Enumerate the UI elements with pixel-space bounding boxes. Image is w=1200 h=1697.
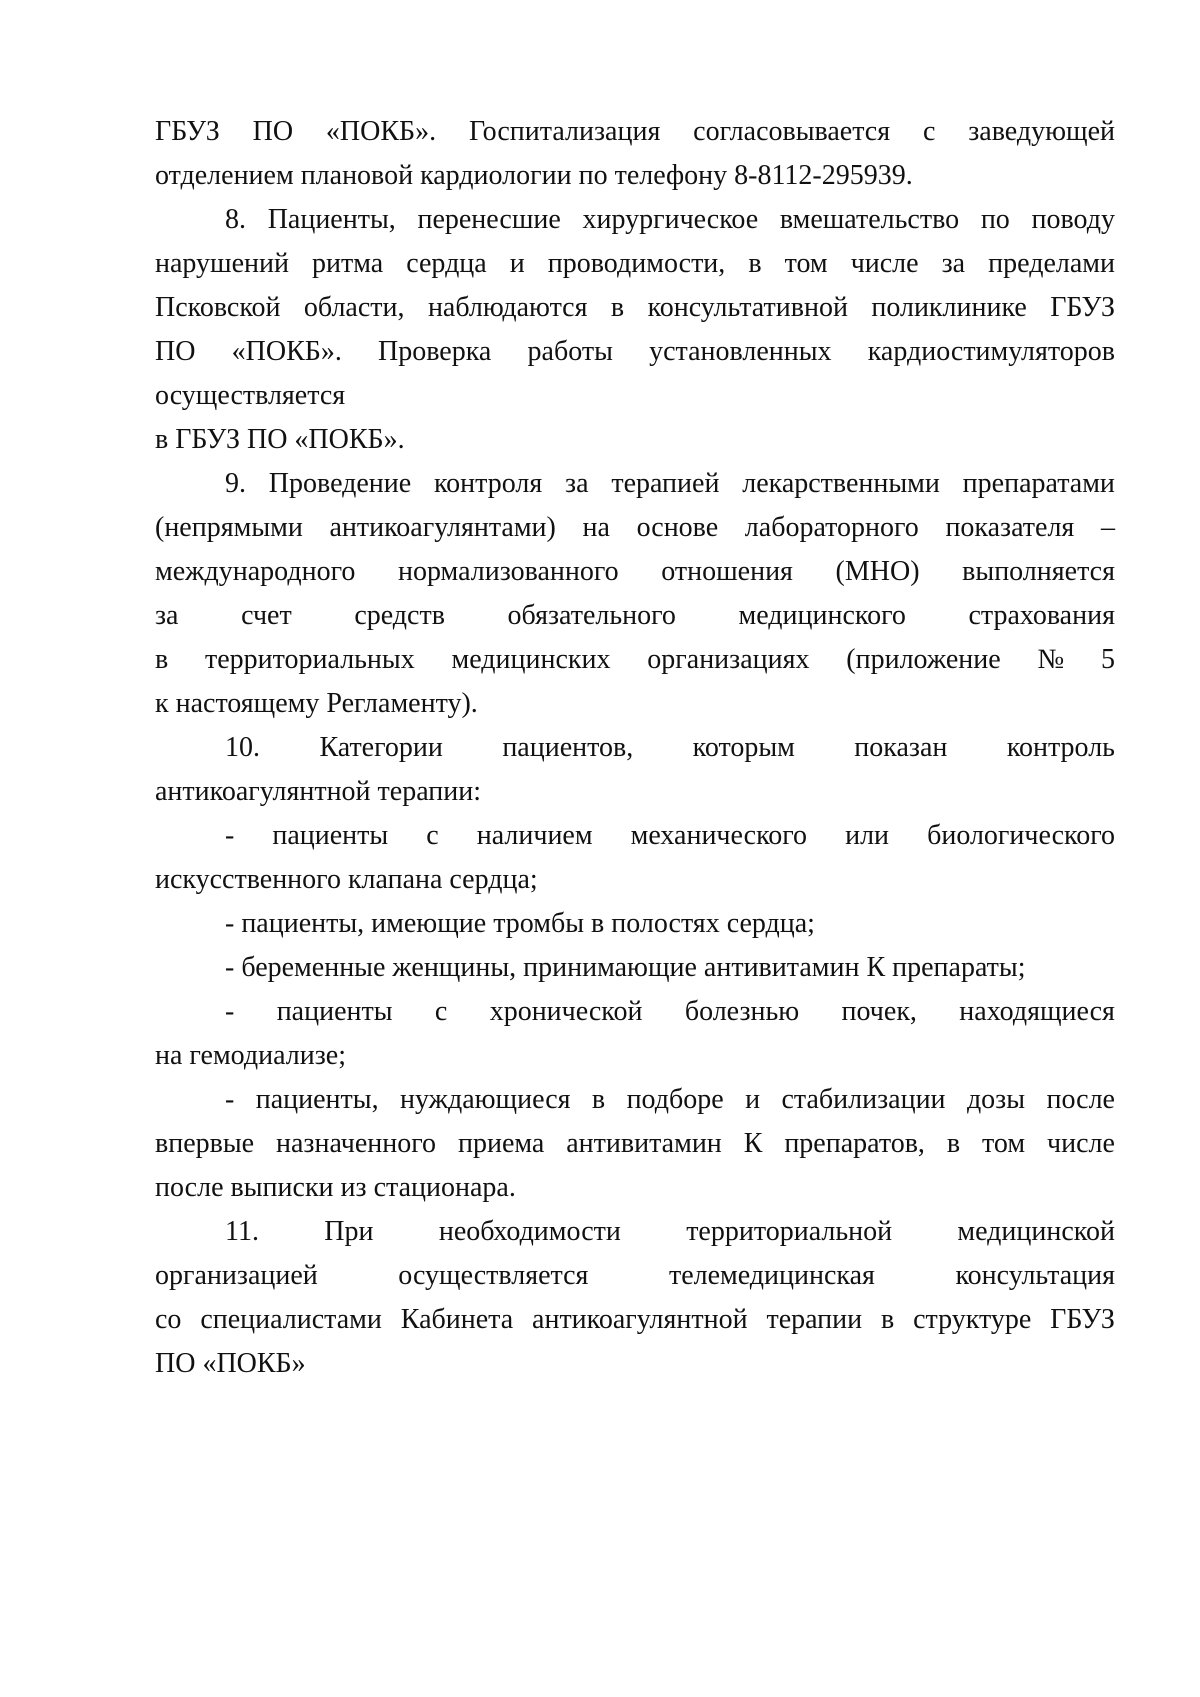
word: (приложение	[846, 644, 1001, 675]
word: страхования	[968, 600, 1115, 631]
word: почек,	[841, 996, 917, 1027]
text-line: к настоящему Регламенту).	[155, 688, 478, 719]
word: терапией	[611, 468, 720, 499]
word: 5	[1100, 644, 1115, 675]
word: нормализованного	[397, 556, 619, 587]
word: показателя	[945, 512, 1075, 543]
word: пациенты	[272, 820, 389, 851]
word: пределами	[988, 248, 1115, 279]
word: организациях	[647, 644, 810, 675]
word: ПО	[252, 116, 294, 147]
text-line: искусственного клапана сердца;	[155, 864, 538, 895]
word: установленных	[649, 336, 832, 367]
word: сердца	[406, 248, 487, 279]
word: пациентов,	[502, 732, 634, 763]
text-line: осуществляется	[155, 380, 346, 411]
word: телемедицинская	[668, 1260, 875, 1291]
word: лекарственными	[742, 468, 940, 499]
word: после	[1046, 1084, 1115, 1115]
word: лабораторного	[744, 512, 919, 543]
word: контроль	[1006, 732, 1115, 763]
text-line	[155, 110, 1115, 154]
word: пациенты	[276, 996, 393, 1027]
word: препаратов,	[784, 1128, 925, 1159]
word: основе	[636, 512, 719, 543]
word: подборе	[626, 1084, 724, 1115]
word: К	[743, 1128, 763, 1159]
word: организацией	[155, 1260, 318, 1291]
word: структуре	[913, 1304, 1032, 1335]
word: «ПОКБ».	[325, 116, 437, 147]
word: в	[610, 292, 625, 323]
word: работы	[527, 336, 613, 367]
word: наблюдаются	[427, 292, 588, 323]
word: перенесшие	[417, 204, 561, 235]
word: Проведение	[268, 468, 412, 499]
text-line	[155, 1298, 1115, 1342]
text-line: ПО «ПОКБ»	[155, 1348, 306, 1379]
word: области,	[303, 292, 405, 323]
word: (МНО)	[835, 556, 920, 587]
word: с	[922, 116, 936, 147]
text-line	[155, 506, 1115, 550]
word: механического	[630, 820, 808, 851]
word: ГБУЗ	[155, 116, 220, 147]
word: биологического	[927, 820, 1115, 851]
text-line	[155, 550, 1115, 594]
word: 10.	[225, 732, 260, 763]
word: ГБУЗ	[1050, 1304, 1115, 1335]
text-line	[155, 726, 1115, 770]
word: ПО	[155, 336, 196, 367]
word: «ПОКБ».	[231, 336, 342, 367]
word: медицинской	[957, 1216, 1115, 1247]
word: кардиостимуляторов	[867, 336, 1115, 367]
word: консультативной	[647, 292, 848, 323]
text-line: - беременные женщины, принимающие антивитамин К препараты;	[225, 952, 1026, 983]
text-line: - пациенты, имеющие тромбы в полостях сердца;	[225, 908, 815, 939]
word: хирургическое	[582, 204, 759, 235]
text-line	[155, 330, 1115, 374]
word: со	[155, 1304, 182, 1335]
word: ГБУЗ	[1050, 292, 1115, 323]
word: стабилизации	[781, 1084, 946, 1115]
word: территориальной	[686, 1216, 893, 1247]
word: вмешательство	[779, 204, 960, 235]
text-line	[155, 1254, 1115, 1298]
word: обязательного	[507, 600, 676, 631]
text-line: в ГБУЗ ПО «ПОКБ».	[155, 424, 405, 455]
word: поводу	[1031, 204, 1115, 235]
word: специалистами	[200, 1304, 382, 1335]
text-line	[155, 198, 1115, 242]
word: терапии	[766, 1304, 863, 1335]
word: Категории	[319, 732, 443, 763]
word: нуждающиеся	[399, 1084, 571, 1115]
word: хронической	[489, 996, 643, 1027]
text-line	[155, 1210, 1115, 1254]
word: №	[1037, 644, 1065, 675]
word: медицинского	[738, 600, 906, 631]
word: или	[845, 820, 890, 851]
word: наличием	[476, 820, 593, 851]
word: осуществляется	[398, 1260, 589, 1291]
word: международного	[155, 556, 356, 587]
word: территориальных	[205, 644, 415, 675]
word: антикоагулянтами)	[329, 512, 556, 543]
word: контроля	[434, 468, 543, 499]
word: Псковской	[155, 292, 281, 323]
word: числе	[1047, 1128, 1115, 1159]
word: -	[225, 820, 235, 851]
text-line	[155, 594, 1115, 638]
word: в	[155, 644, 169, 675]
word: консультация	[955, 1260, 1115, 1291]
word: Проверка	[378, 336, 492, 367]
word: за	[155, 600, 179, 631]
word: и	[509, 248, 525, 279]
word: показан	[854, 732, 948, 763]
text-line	[155, 814, 1115, 858]
text-line	[155, 990, 1115, 1034]
word: препаратами	[962, 468, 1115, 499]
word: средств	[354, 600, 445, 631]
word: впервые	[155, 1128, 255, 1159]
word: (непрямыми	[155, 512, 303, 543]
word: При	[324, 1216, 374, 1247]
word: на	[582, 512, 610, 543]
word: –	[1100, 512, 1115, 543]
text-line	[155, 462, 1115, 506]
word: находящиеся	[959, 996, 1115, 1027]
document-body	[155, 110, 1115, 1386]
text-line: отделением плановой кардиологии по телефону 8-8112-295939.	[155, 160, 913, 191]
word: которым	[692, 732, 795, 763]
word: приема	[457, 1128, 545, 1159]
word: в	[946, 1128, 961, 1159]
word: 11.	[225, 1216, 259, 1247]
text-line	[155, 242, 1115, 286]
word: заведующей	[968, 116, 1115, 147]
word: отношения	[661, 556, 793, 587]
word: медицинских	[451, 644, 611, 675]
word: за	[941, 248, 966, 279]
word: том	[982, 1128, 1026, 1159]
word: счет	[241, 600, 292, 631]
word: 9.	[225, 468, 246, 499]
word: по	[980, 204, 1010, 235]
word: -	[225, 996, 235, 1027]
word: антикоагулянтной	[532, 1304, 748, 1335]
word: дозы	[966, 1084, 1026, 1115]
word: выполняется	[962, 556, 1115, 587]
word: том	[784, 248, 828, 279]
word: проводимости,	[547, 248, 726, 279]
text-line	[155, 1122, 1115, 1166]
word: болезнью	[684, 996, 800, 1027]
text-line: на гемодиализе;	[155, 1040, 346, 1071]
text-line	[155, 638, 1115, 682]
word: -	[225, 1084, 235, 1115]
text-line	[155, 1078, 1115, 1122]
word: необходимости	[438, 1216, 621, 1247]
word: антивитамин	[566, 1128, 722, 1159]
word: в	[748, 248, 762, 279]
word: назначенного	[276, 1128, 437, 1159]
word: с	[434, 996, 448, 1027]
word: нарушений	[155, 248, 289, 279]
word: числе	[850, 248, 919, 279]
text-line: после выписки из стационара.	[155, 1172, 516, 1203]
word: согласовывается	[693, 116, 891, 147]
word: 8.	[225, 204, 246, 235]
word: в	[881, 1304, 895, 1335]
word: ритма	[312, 248, 384, 279]
word: Кабинета	[400, 1304, 514, 1335]
word: в	[591, 1084, 606, 1115]
text-line: антикоагулянтной терапии:	[155, 776, 481, 807]
word: и	[745, 1084, 761, 1115]
word: пациенты,	[255, 1084, 379, 1115]
text-line	[155, 286, 1115, 330]
word: с	[426, 820, 439, 851]
word: Госпитализация	[468, 116, 661, 147]
word: Пациенты,	[267, 204, 396, 235]
word: поликлинике	[871, 292, 1027, 323]
word: за	[565, 468, 589, 499]
